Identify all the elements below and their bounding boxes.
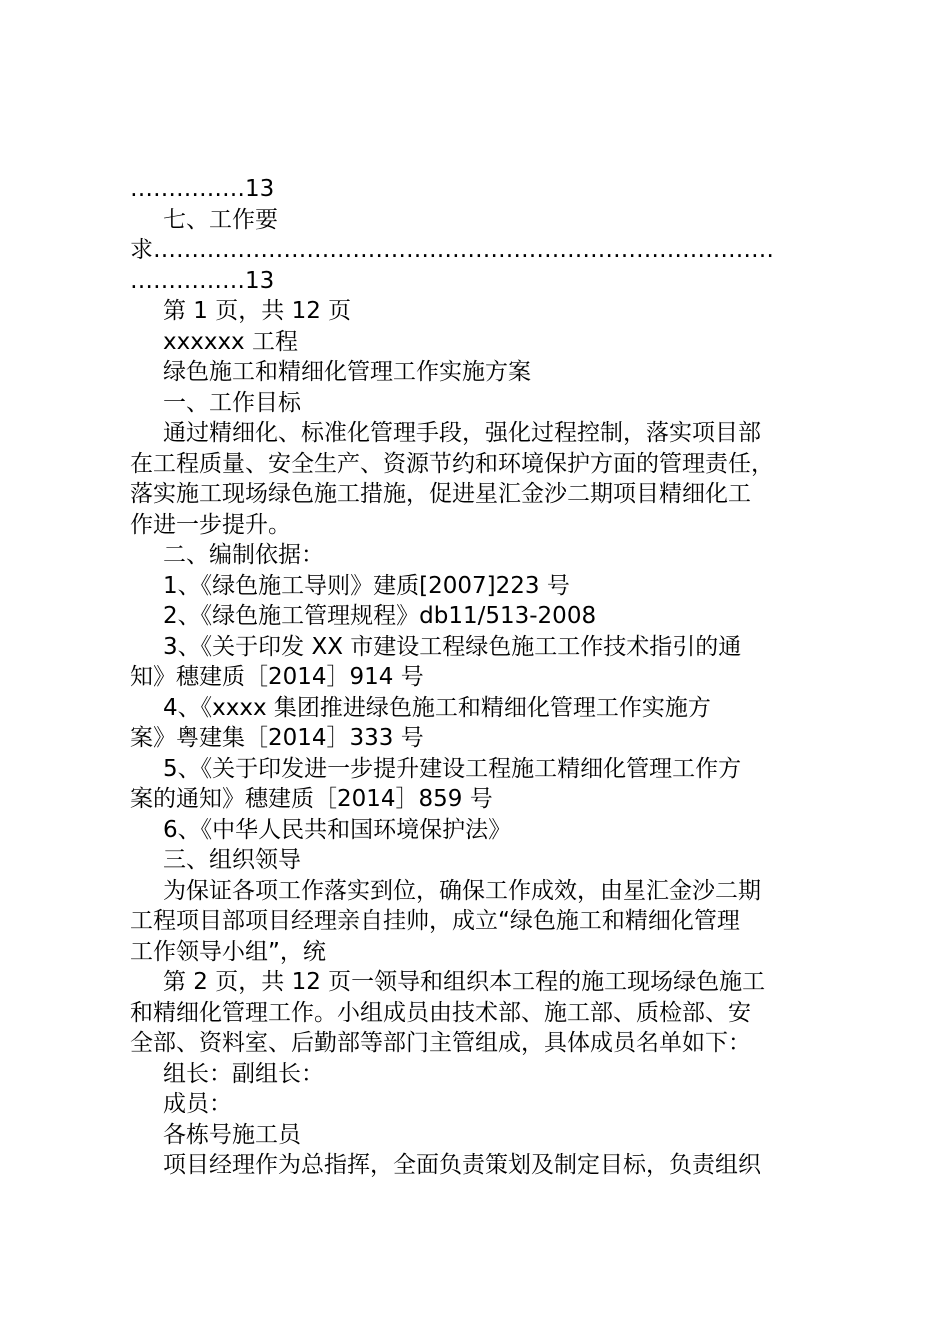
team-leader-line: 组长：副组长： (163, 1060, 324, 1087)
team-builders-line: 各栋号施工员 (163, 1121, 301, 1148)
reference-item: 4、《xxxx 集团推进绿色施工和精细化管理工作实施方 (163, 694, 711, 721)
toc-leader-line: ……………13 (130, 176, 275, 202)
section-heading-leadership: 三、组织领导 (163, 847, 301, 873)
paragraph-line: 作进一步提升。 (130, 511, 291, 538)
document-body (130, 174, 835, 1181)
team-members-line: 成员： (163, 1091, 232, 1117)
reference-item-continued: 案的通知》穗建质［2014］859 号 (130, 786, 493, 812)
toc-leader-line: ……………13 (130, 267, 275, 294)
reference-item: 6、《中华人民共和国环境保护法》 (163, 816, 512, 843)
paragraph-line: 为保证各项工作落实到位，确保工作成效，由星汇金沙二期 (163, 877, 761, 904)
reference-item: 2、《绿色施工管理规程》db11/513-2008 (163, 603, 597, 629)
section-heading-objectives: 一、工作目标 (163, 389, 301, 416)
paragraph-line: 项目经理作为总指挥，全面负责策划及制定目标，负责组织 (163, 1152, 761, 1178)
reference-item: 1、《绿色施工导则》建质[2007]223 号 (163, 572, 570, 599)
page-number-1: 第 1 页，共 12 页 (163, 298, 352, 324)
toc-entry-work-requirements: 七、工作要 (163, 206, 278, 233)
paragraph-line: 全部、资料室、后勤部等部门主管组成，具体成员名单如下： (130, 1030, 751, 1056)
paragraph-line: 通过精细化、标准化管理手段，强化过程控制，落实项目部 (163, 420, 761, 446)
reference-item-continued: 知》穗建质［2014］914 号 (130, 664, 424, 690)
section-heading-basis: 二、编制依据： (163, 542, 324, 568)
paragraph-line: 和精细化管理工作。小组成员由技术部、施工部、质检部、安 (130, 999, 751, 1026)
document-title: 绿色施工和精细化管理工作实施方案 (163, 359, 531, 385)
paragraph-line: 在工程质量、安全生产、资源节约和环境保护方面的管理责任， (130, 450, 774, 477)
paragraph-line: 工程项目部项目经理亲自挂帅，成立“绿色施工和精细化管理 (130, 908, 740, 934)
page-number-2-paragraph: 第 2 页，共 12 页一领导和组织本工程的施工现场绿色施工 (163, 969, 766, 995)
toc-leader-line: 求……………………………………………………………………… (130, 237, 774, 263)
reference-item-continued: 案》粤建集［2014］333 号 (130, 725, 424, 751)
reference-item: 5、《关于印发进一步提升建设工程施工精细化管理工作方 (163, 755, 742, 782)
paragraph-line: 工作领导小组”，统 (130, 938, 326, 965)
project-name: xxxxxx 工程 (163, 328, 298, 355)
reference-item: 3、《关于印发 XX 市建设工程绿色施工工作技术指引的通 (163, 633, 742, 660)
paragraph-line: 落实施工现场绿色施工措施，促进星汇金沙二期项目精细化工 (130, 481, 751, 507)
